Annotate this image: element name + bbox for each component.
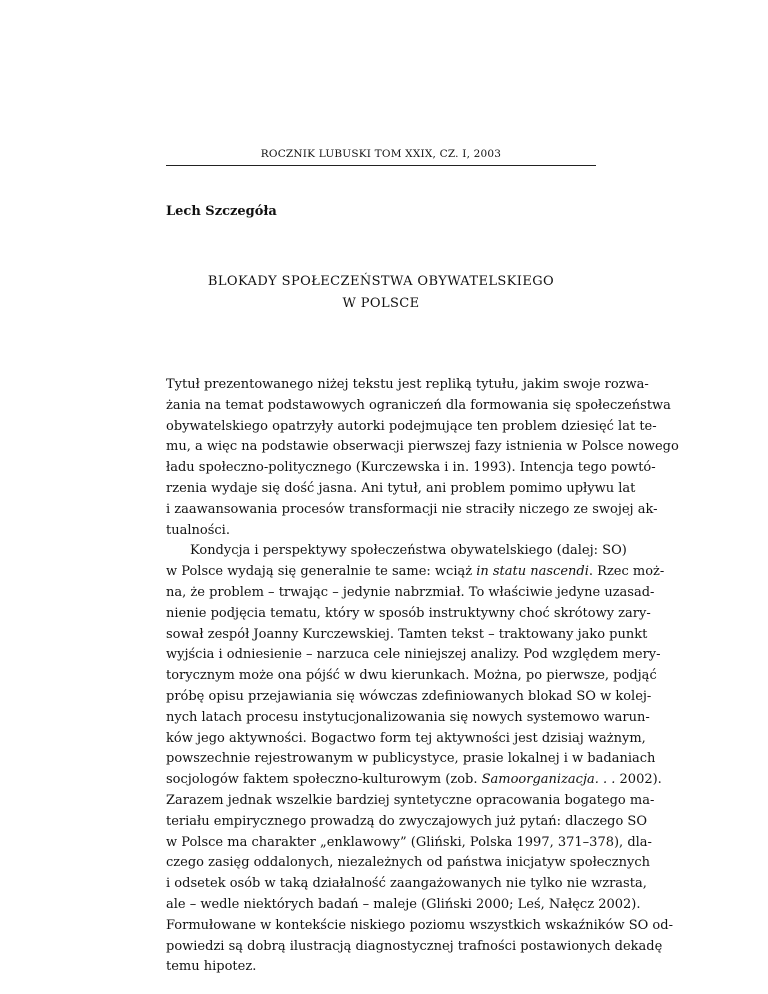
text-segment: rzenia wydaje się dość jasna. Ani tytuł, ani problem pomimo upływu lat: [166, 480, 636, 496]
body-line: [166, 812, 647, 833]
text-segment: i odsetek osób w taką działalność zaangażowanych nie tylko nie wzrasta,: [166, 876, 647, 892]
body-line: [166, 666, 657, 687]
body-text: [166, 375, 679, 978]
body-line: [166, 500, 658, 521]
body-line: [166, 625, 648, 646]
text-segment: Kondycja i perspektywy społeczeństwa obywatelskiego (dalej: SO): [190, 543, 627, 559]
body-line: [166, 874, 647, 895]
text-segment: nych latach procesu instytucjonalizowania się nowych systemowo warun-: [166, 709, 650, 725]
text-segment: temu hipotez.: [166, 959, 257, 975]
body-line: [166, 583, 655, 604]
body-line: [166, 853, 650, 874]
text-segment: teriału empirycznego prowadzą do zwyczajowych już pytań: dlaczego SO: [166, 813, 647, 829]
body-line: [166, 749, 656, 770]
body-line: [166, 833, 652, 854]
title-line: BLOKADY SPOŁECZEŃSTWA OBYWATELSKIEGO: [207, 274, 555, 289]
running-head: ROCZNIK LUBUSKI TOM XXIX, CZ. I, 2003: [260, 148, 502, 160]
text-segment: próbę opisu przejawiania się wówczas zdefiniowanych blokad SO w kolej-: [166, 688, 652, 704]
body-line: [166, 479, 636, 500]
body-line: [166, 895, 641, 916]
text-segment: torycznym może ona pójść w dwu kierunkach. Można, po pierwsze, podjąć: [166, 668, 657, 684]
author-name: Lech Szczegóła: [166, 204, 277, 219]
text-segment: czego zasięg oddalonych, niezależnych od państwa inicjatyw społecznych: [166, 855, 650, 871]
body-line: [166, 417, 657, 438]
body-line: [166, 437, 679, 458]
body-line: [166, 729, 646, 750]
text-segment: mu, a więc na podstawie obserwacji pierwszej fazy istnienia w Polsce nowego: [166, 439, 679, 455]
text-segment: żania na temat podstawowych ograniczeń dla formowania się społeczeństwa: [166, 397, 671, 413]
text-segment: Zarazem jednak wszelkie bardziej syntetyczne opracowania bogatego ma-: [166, 792, 655, 808]
text-segment: socjologów faktem społeczno-kulturowym (zob.: [166, 772, 482, 788]
text-segment: powszechnie rejestrowanym w publicystyce, prasie lokalnej i w badaniach: [166, 751, 656, 767]
article-title: [166, 271, 596, 315]
text-segment: i zaawansowania procesów transformacji nie straciły niczego ze swojej ak-: [166, 501, 658, 517]
body-line: [166, 396, 671, 417]
text-segment: powiedzi są dobrą ilustracją diagnostycznej trafności postawionych dekadę: [166, 938, 663, 954]
body-line: [166, 957, 596, 978]
body-line: [166, 937, 663, 958]
body-line: [166, 687, 652, 708]
italic-text: Samoorganizacja. . .: [481, 772, 616, 788]
body-line: [166, 375, 649, 396]
text-segment: na, że problem – trwając – jedynie nabrzmiał. To właściwie jedyne uzasad-: [166, 584, 655, 600]
text-segment: . Rzec moż-: [588, 564, 665, 580]
body-line: [166, 645, 661, 666]
body-line: [166, 770, 662, 791]
text-segment: ładu społeczno-politycznego (Kurczewska i in. 1993). Intencja tego powtó-: [166, 460, 656, 476]
text-segment: 2002).: [615, 772, 662, 788]
body-line: [166, 458, 656, 479]
text-segment: w Polsce wydają się generalnie te same: wciąż: [166, 564, 477, 580]
text-segment: ale – wedle niektórych badań – maleje (Gliński 2000; Leś, Nałęcz 2002).: [166, 896, 641, 912]
title-line: W POLSCE: [342, 296, 420, 311]
italic-text: in statu nascendi: [476, 564, 589, 580]
text-segment: nienie podjęcia tematu, który w sposób instruktywny choć skrótowy zary-: [166, 605, 651, 621]
text-segment: Formułowane w kontekście niskiego poziomu wszystkich wskaźników SO od-: [166, 917, 673, 933]
body-line: [166, 541, 627, 562]
text-segment: Tytuł prezentowanego niżej tekstu jest repliką tytułu, jakim swoje rozwa-: [166, 377, 649, 392]
body-line: [166, 562, 665, 583]
body-line: [166, 708, 650, 729]
text-segment: sował zespół Joanny Kurczewskiej. Tamten tekst – traktowany jako punkt: [166, 626, 648, 642]
body-line: [166, 604, 651, 625]
header-rule: [166, 165, 596, 166]
text-segment: ków jego aktywności. Bogactwo form tej aktywności jest dzisiaj ważnym,: [166, 730, 646, 746]
text-segment: tualności.: [166, 522, 230, 538]
body-line: [166, 916, 673, 937]
body-line: [166, 791, 655, 812]
body-line: [166, 521, 596, 542]
text-segment: obywatelskiego opatrzyły autorki podejmujące ten problem dziesięć lat te-: [166, 418, 657, 434]
text-segment: wyjścia i odniesienie – narzuca cele niniejszej analizy. Pod względem mery-: [166, 647, 661, 663]
text-segment: w Polsce ma charakter „enklawowy” (Gliński, Polska 1997, 371–378), dla-: [166, 834, 652, 850]
